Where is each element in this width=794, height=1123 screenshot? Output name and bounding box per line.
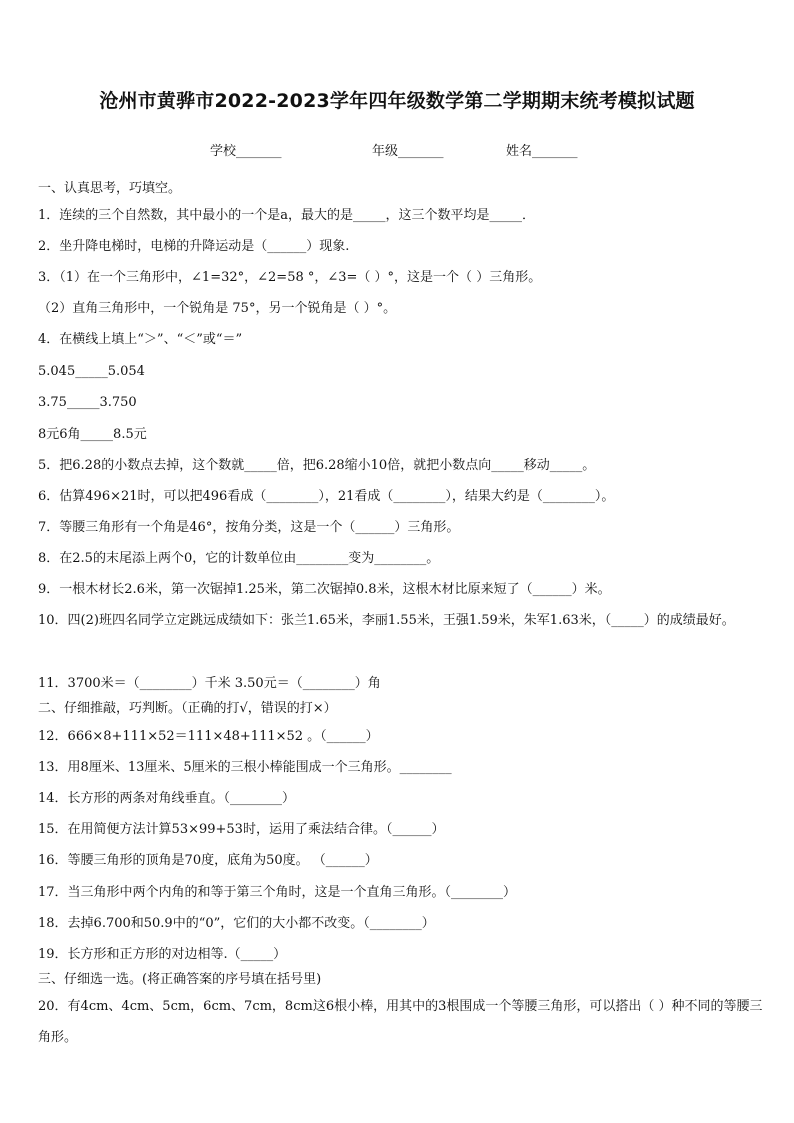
question-19: 19．长方形和正方形的对边相等.（_____）: [38, 947, 287, 962]
question-2: 2．坐升降电梯时，电梯的升降运动是（______）现象.: [38, 239, 350, 254]
grade-field: 年级_______: [372, 144, 444, 159]
question-18: 18．去掉6.700和50.9中的“0”，它们的大小都不改变。（________）: [38, 916, 435, 931]
question-13: 13．用8厘米、13厘米、5厘米的三根小棒能围成一个三角形。________: [38, 760, 452, 775]
question-14: 14．长方形的两条对角线垂直。（________）: [38, 791, 296, 806]
question-17: 17．当三角形中两个内角的和等于第三个角时，这是一个直角三角形。（________）: [38, 885, 517, 900]
question-4c: 8元6角_____8.5元: [38, 427, 147, 442]
question-5: 5．把6.28的小数点去掉，这个数就_____倍，把6.28缩小10倍，就把小数点向_____移动_____。: [38, 458, 596, 473]
section-heading-3: 三、仔细选一选。(将正确答案的序号填在括号里): [38, 972, 322, 987]
name-field: 姓名_______: [506, 144, 578, 159]
question-15: 15．在用简便方法计算53×99+53时，运用了乘法结合律。（______）: [38, 822, 445, 837]
question-4: 4．在横线上填上“＞”、“＜”或“＝”: [38, 332, 243, 347]
question-4a: 5.045_____5.054: [38, 364, 145, 379]
section-heading-1: 一、认真思考，巧填空。: [38, 181, 182, 196]
question-3b: （2）直角三角形中，一个锐角是 75°，另一个锐角是（ ）°。: [38, 301, 397, 316]
question-3a: 3．（1）在一个三角形中，∠1=32°，∠2=58 °，∠3=（ ）°，这是一个（ ）三角形。: [38, 270, 542, 285]
question-20: 20．有4cm、4cm、5cm，6cm、7cm，8cm这6根小棒，用其中的3根围成一个等腰三角形，可以搭出（ ）种不同的等腰三角形。: [38, 999, 763, 1045]
question-11: 11．3700米＝（________）千米 3.50元＝（________）角: [38, 676, 381, 691]
section-heading-2: 二、仔细推敲，巧判断。（正确的打√，错误的打×）: [38, 701, 337, 716]
question-16: 16．等腰三角形的顶角是70度，底角为50度。 （______）: [38, 853, 378, 868]
school-field: 学校_______: [210, 144, 282, 159]
question-1: 1．连续的三个自然数，其中最小的一个是a，最大的是_____，这三个数平均是_____．: [38, 208, 536, 223]
question-9: 9．一根木材长2.6米，第一次锯掉1.25米，第二次锯掉0.8米，这根木材比原来短了（______）米。: [38, 582, 611, 597]
question-10: 10．四(2)班四名同学立定跳远成绩如下：张兰1.65米，李丽1.55米，王强1.59米，朱军1.63米，（_____）的成绩最好。: [38, 613, 735, 628]
question-12: 12．666×8+111×52＝111×48+111×52 。（______）: [38, 729, 379, 744]
question-4b: 3.75_____3.750: [38, 395, 137, 410]
exam-title: 沧州市黄骅市2022-2023学年四年级数学第二学期期末统考模拟试题: [99, 90, 695, 112]
question-6: 6．估算496×21时，可以把496看成（________），21看成（________），结果大约是（________）。: [38, 489, 615, 504]
question-8: 8．在2.5的末尾添上两个0，它的计数单位由________变为________。: [38, 551, 440, 566]
question-7: 7．等腰三角形有一个角是46°，按角分类，这是一个（______）三角形。: [38, 520, 460, 535]
